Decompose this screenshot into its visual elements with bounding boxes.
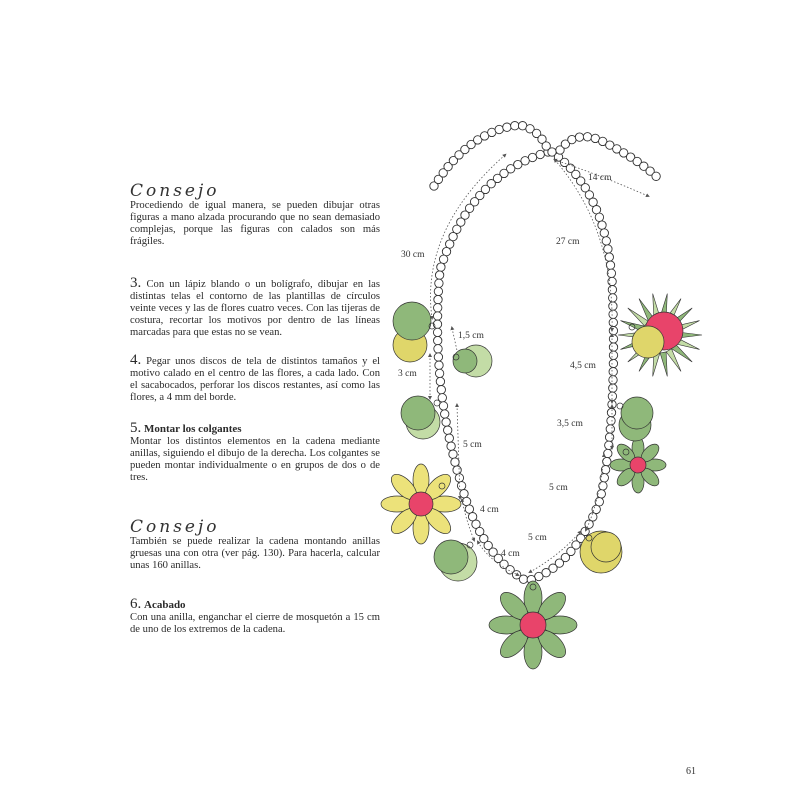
chain-link	[606, 261, 614, 269]
chain-link	[609, 327, 617, 335]
chain-link	[460, 490, 468, 498]
chain-link	[608, 286, 616, 294]
chain-link	[449, 450, 457, 458]
chain-link	[453, 466, 461, 474]
chain-link	[604, 449, 612, 457]
chain-link	[465, 505, 473, 513]
chain-link	[595, 213, 603, 221]
chain-link	[592, 206, 600, 214]
step-number: 4.	[130, 352, 142, 368]
measurement-label: 5 cm	[463, 440, 482, 450]
chain-link	[607, 408, 615, 416]
pendant-disc-pair-right-middle	[617, 397, 653, 441]
chain-link	[434, 353, 442, 361]
chain-link	[609, 351, 617, 359]
chain-link	[536, 150, 544, 158]
chain-link	[434, 345, 442, 353]
chain-link	[495, 125, 503, 133]
chain-link	[600, 229, 608, 237]
tip-text: También se puede realizar la cadena montando anillas gruesas una con otra (ver pág. 130). Para hacerla, calcular unas 160 anillas.	[130, 536, 380, 571]
chain-link	[434, 304, 442, 312]
chain-link	[609, 376, 617, 384]
chain-left-strand	[433, 148, 552, 584]
step-text: Con una anilla, enganchar el cierre de mosquetón a 15 cm de uno de los extremos de la cadena.	[130, 612, 380, 635]
chain-link	[435, 271, 443, 279]
chain-link	[437, 263, 445, 271]
chain-link	[503, 123, 511, 131]
chain-link	[607, 417, 615, 425]
chain-link	[447, 442, 455, 450]
chain-link	[434, 295, 442, 303]
tip-heading: Consejo	[130, 517, 220, 537]
chain-link	[609, 384, 617, 392]
chain-link	[434, 287, 442, 295]
chain-link	[609, 359, 617, 367]
pendant-disc-pair-right-bottom	[580, 531, 622, 573]
step-number: 6.	[130, 596, 142, 612]
chain-link	[606, 425, 614, 433]
chain-link	[598, 221, 606, 229]
chain-link	[511, 122, 519, 130]
measurement-label: 5 cm	[549, 483, 568, 493]
tip-heading: Consejo	[130, 181, 220, 201]
pendant-flower-green-right	[610, 437, 666, 493]
measurement-label: 14 cm	[588, 173, 612, 183]
chain-link	[604, 245, 612, 253]
chain-link	[605, 253, 613, 261]
pendant-disc-pair-left-top	[393, 302, 435, 362]
chain-link	[609, 343, 617, 351]
chain-link	[609, 302, 617, 310]
pendant-flower-yellow	[381, 464, 461, 544]
step-number: 3.	[130, 275, 142, 291]
measurement-label: 1,5 cm	[458, 331, 484, 341]
chain-link	[451, 458, 459, 466]
measurement-label: 4 cm	[501, 549, 520, 559]
chain-link	[595, 498, 603, 506]
chain-link	[436, 377, 444, 385]
measurement-label: 3,5 cm	[557, 419, 583, 429]
chain-link	[602, 237, 610, 245]
page-number: 61	[686, 766, 696, 777]
chain-link	[583, 133, 591, 141]
measurement-label: 5 cm	[528, 533, 547, 543]
chain-link	[605, 433, 613, 441]
chain-link	[462, 497, 470, 505]
chain-link	[609, 318, 617, 326]
measurement-label: 3 cm	[398, 369, 417, 379]
measurement-label: 27 cm	[556, 237, 580, 247]
flower-petal	[660, 352, 667, 377]
pendants	[381, 294, 702, 669]
chain-link	[575, 133, 583, 141]
chain-link	[457, 482, 465, 490]
chain-link	[445, 434, 453, 442]
chain-link	[600, 474, 608, 482]
chain-link	[439, 255, 447, 263]
measurement-label: 4 cm	[480, 505, 499, 515]
chain-link	[435, 361, 443, 369]
chain-link	[434, 336, 442, 344]
chain-link	[435, 369, 443, 377]
step-number: 5.	[130, 420, 142, 436]
chain-link	[609, 368, 617, 376]
pendant-flower-green-bottom	[489, 581, 577, 669]
chain-link	[433, 328, 441, 336]
step-text: Montar los distintos elementos en la cadena mediante anillas, siguiendo el dibujo de la derecha. Los colgantes se pueden montar individualmente o en grupos de dos o de tres.	[130, 436, 380, 483]
chain-link	[439, 402, 447, 410]
chain-link	[609, 310, 617, 318]
chain-link	[609, 294, 617, 302]
chain-link	[435, 279, 443, 287]
chain-link	[519, 575, 527, 583]
tip-text: Procediendo de igual manera, se pueden dibujar otras figuras a mano alzada procurando que no sean demasiado complejas, porque las figuras con calados son más frágiles.	[130, 200, 380, 247]
chain-link	[433, 312, 441, 320]
chain-link	[608, 277, 616, 285]
step-text: Pegar unos discos de tela de distintos tamaños y el motivo calado en el centro de las flores, a cada lado. Con el sacabocados, perforar los discos restantes, así como las flores, a 4 mm del borde.	[130, 356, 380, 403]
chain-clasp-ends	[430, 122, 661, 191]
step-title: Montar los colgantes	[144, 423, 242, 435]
chain-link	[441, 410, 449, 418]
pendant-disc-pair-left-middle	[401, 396, 440, 439]
step-text: Con un lápiz blando o un bolígrafo, dibujar en las distintas telas el contorno de las plantillas de círculos veinte veces y las de flores cuatro veces. Con las tijeras de costura, recortar los motivos por dentro de las líneas marcadas para que estas no se vean.	[130, 279, 381, 338]
chain-link	[437, 386, 445, 394]
measurement-label: 4,5 cm	[570, 361, 596, 371]
chain-link	[652, 172, 660, 180]
chain-link	[568, 135, 576, 143]
chain-link	[444, 426, 452, 434]
chain-link	[609, 335, 617, 343]
pendant-disc-pair-left-bottom	[434, 540, 477, 581]
chain-link	[442, 247, 450, 255]
pendant-disc-pair-small	[453, 345, 492, 377]
step-title: Acabado	[144, 599, 186, 611]
chain-link	[542, 142, 550, 150]
chain-link	[442, 418, 450, 426]
measurement-label: 30 cm	[401, 250, 425, 260]
